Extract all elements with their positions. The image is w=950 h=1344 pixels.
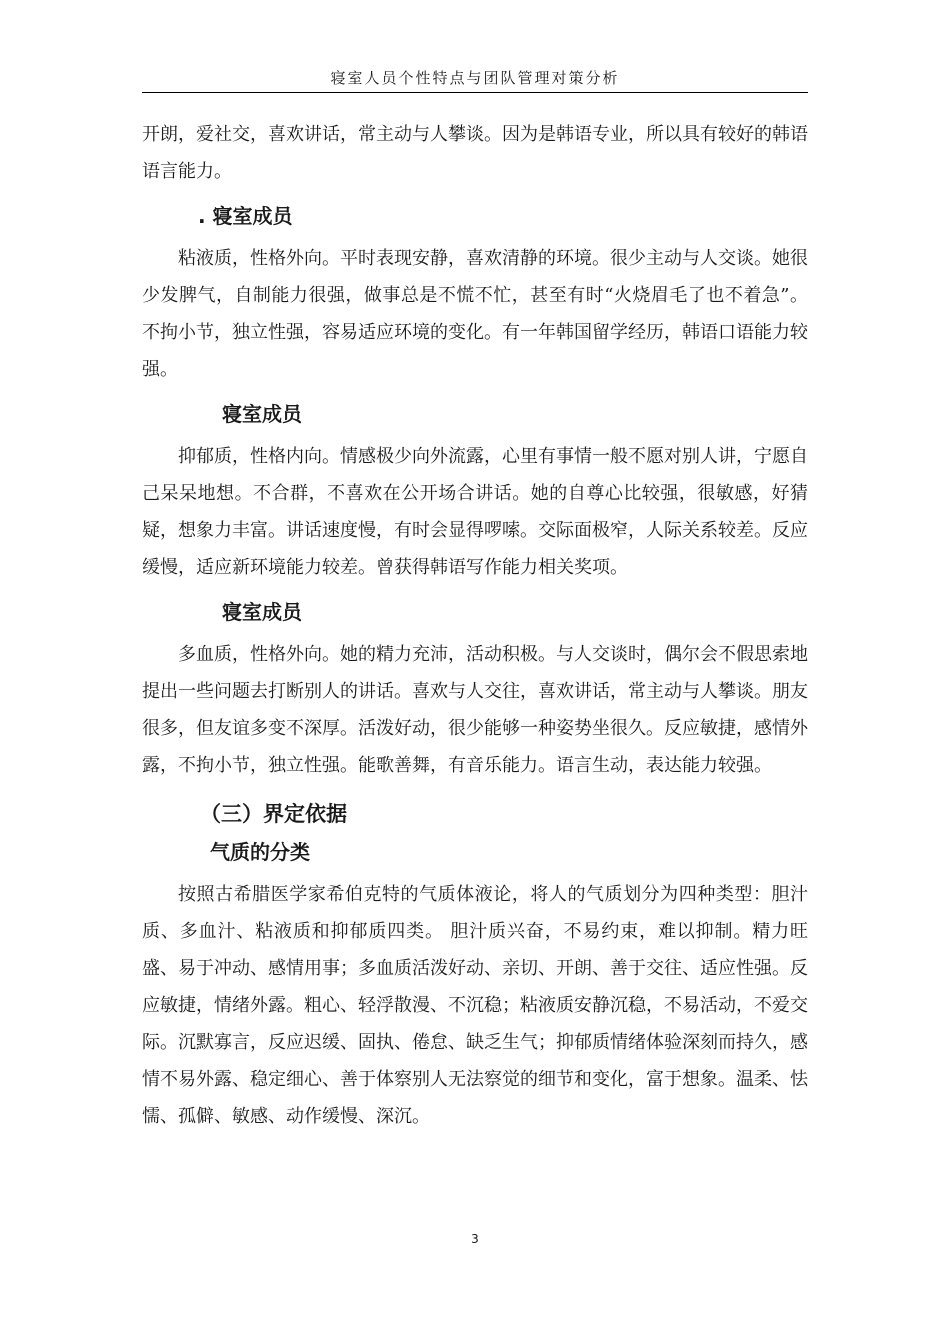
paragraph-member-phlegmatic: 粘液质，性格外向。平时表现安静，喜欢清静的环境。很少主动与人交谈。她很少发脾气，自制能力很强，做事总是不慌不忙，甚至有时“火烧眉毛了也不着急”。不拘小节，独立性强，容易适应环境的变化。有一年韩国留学经历，韩语口语能力较强。 xyxy=(142,248,808,380)
heading-dorm-member-2: 寝室成员 xyxy=(222,402,302,426)
paragraph-member-sanguine: 多血质，性格外向。她的精力充沛，活动积极。与人交谈时，偶尔会不假思索地提出一些问题去打断别人的讲话。喜欢与人交往，喜欢讲话，常主动与人攀谈。朋友很多，但友谊多变不深厚。活泼好动，很少能够一种姿势坐很久。反应敏捷，感情外露，不拘小节，独立性强。能歌善舞，有音乐能力。语言生动，表达能力较强。 xyxy=(142,644,808,776)
heading-section-basis: （三）界定依据 xyxy=(200,802,347,826)
document-body xyxy=(142,116,808,1135)
paragraph-intro-continued: 开朗，爱社交，喜欢讲话，常主动与人攀谈。因为是韩语专业，所以具有较好的韩语语言能力。 xyxy=(142,124,808,182)
paragraph-member-melancholic: 抑郁质，性格内向。情感极少向外流露，心里有事情一般不愿对别人讲，宁愿自己呆呆地想。不合群，不喜欢在公开场合讲话。她的自尊心比较强，很敏感，好猜疑，想象力丰富。讲话速度慢，有时会显得啰嗦。交际面极窄，人际关系较差。反应缓慢，适应新环境能力较差。曾获得韩语写作能力相关奖项。 xyxy=(142,446,808,578)
page-header xyxy=(142,64,808,93)
page-number: 3 xyxy=(471,1232,479,1246)
heading-temperament-classification: 气质的分类 xyxy=(210,840,310,864)
paragraph-temperament-theory: 按照古希腊医学家希伯克特的气质体液论，将人的气质划分为四种类型：胆汁质、多血汁、粘液质和抑郁质四类。 胆汁质兴奋，不易约束，难以抑制。精力旺盛、易于冲动、感情用事；多血质活泼好动、亲切、开朗、善于交往、适应性强。反应敏捷，情绪外露。粗心、轻浮散漫、不沉稳；粘液质安静沉稳，不易活动，不爱交际。沉默寡言，反应迟缓、固执、倦怠、缺乏生气；抑郁质情绪体验深刻而持久，感情不易外露、稳定细心、善于体察别人无法察觉的细节和变化，富于想象。温柔、怯懦、孤僻、敏感、动作缓慢、深沉。 xyxy=(142,884,808,1127)
header-title: 寝室人员个性特点与团队管理对策分析 xyxy=(330,69,620,87)
heading-dorm-member-3: 寝室成员 xyxy=(222,600,302,624)
heading-dorm-member-1: . 寝室成员 xyxy=(198,204,293,228)
